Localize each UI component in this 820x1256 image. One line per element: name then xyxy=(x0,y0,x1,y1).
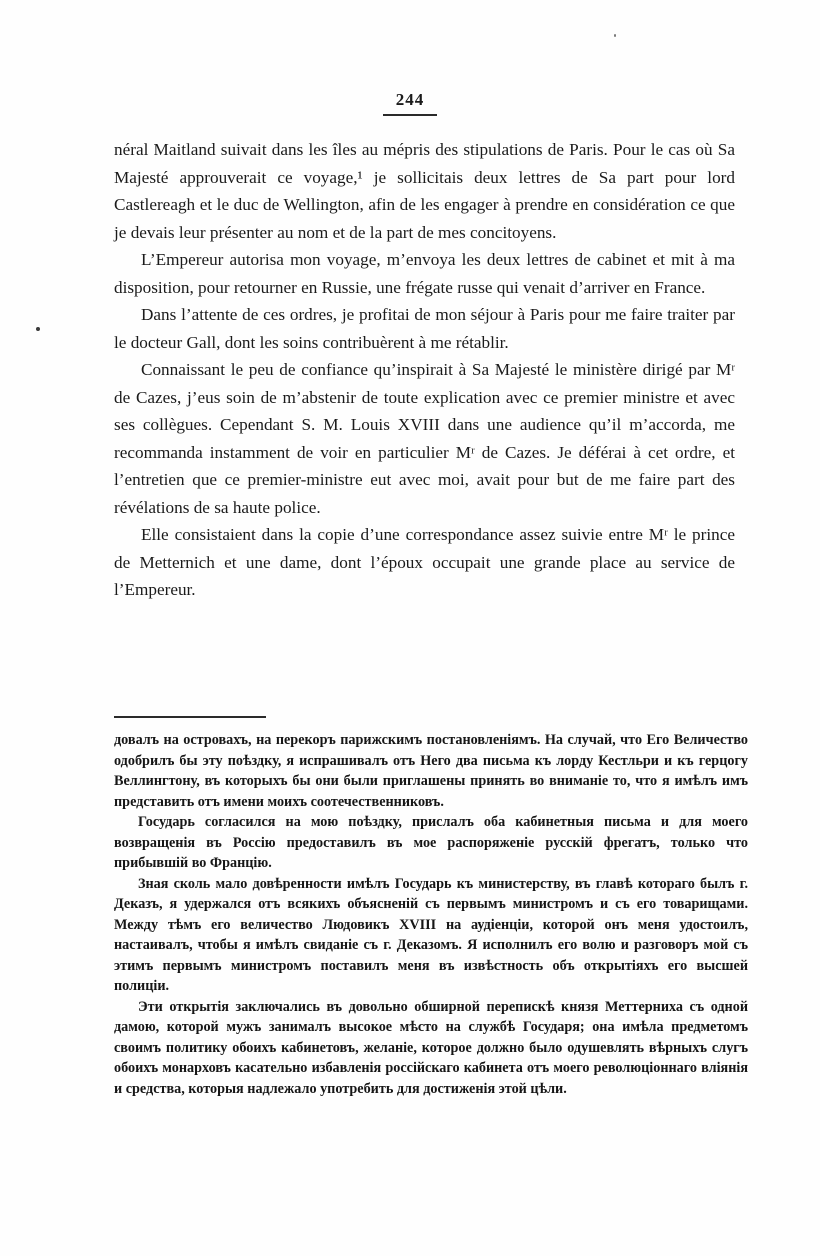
page-number xyxy=(0,90,820,116)
scan-speck xyxy=(614,34,616,37)
footnote-paragraph: Государь согласился на мою поѣздку, прислалъ оба кабинетныя письма и для моего возвращенія въ Россію предоставилъ въ мое распоряженіе русскій фрегатъ, только что прибывшій во Францію. xyxy=(114,814,748,871)
paragraph: Elle consistaient dans la copie d’une correspondance assez suivie entre Mʳ le prince de Metternich et une dame, dont l’époux occupait une grande place au service de l’Empereur. xyxy=(114,525,735,599)
footnote-paragraph: Зная сколь мало довѣренности имѣлъ Государь къ министерству, въ главѣ котораго былъ г. Деказъ, я удержался отъ всякихъ объясненій съ первымъ министромъ и съ его товарищами. Между тѣмъ его величество Людовикъ XVIII на аудіенціи, которой онъ меня удостоилъ, настаивалъ, чтобы я имѣлъ свиданіе съ г. Деказомъ. Я исполнилъ его волю и разговоръ мой съ этимъ первымъ министромъ поставилъ меня въ извѣстность объ открытіяхъ его высшей полиціи. xyxy=(114,875,748,994)
main-text xyxy=(114,136,735,604)
footnote-separator xyxy=(114,716,266,718)
paragraph: Connaissant le peu de confiance qu’inspirait à Sa Majesté le ministère dirigé par Mʳ de Cazes, j’eus soin de m’abstenir de toute explication avec ce premier ministre et avec ses collègues. Cependant S. M. Louis XVIII dans une audience qu’il m’accorda, me recommanda instamment de voir en particulier Mʳ de Cazes. Je déférai à cet ordre, et l’entretien que ce premier-ministre eut avec moi, avait pour but de me faire part des révélations de sa haute police. xyxy=(114,360,735,517)
scan-speck xyxy=(36,327,40,331)
page-number-value: 244 xyxy=(383,90,438,116)
footnote-paragraph: довалъ на островахъ, на перекоръ парижскимъ постановленіямъ. На случай, что Его Величество одобрилъ бы эту поѣздку, я испрашивалъ отъ Него два письма къ лорду Кестльри и къ герцогу Веллингтону, въ которыхъ бы они были приглашены принять во вниманіе то, что я имѣлъ имъ представить отъ имени моихъ соотечественниковъ. xyxy=(114,732,748,810)
paragraph: Dans l’attente de ces ordres, je profitai de mon séjour à Paris pour me faire traiter par le docteur Gall, dont les soins contribuèrent à me rétablir. xyxy=(114,305,735,352)
paragraph: néral Maitland suivait dans les îles au mépris des stipulations de Paris. Pour le cas où Sa Majesté approuverait ce voyage,¹ je sollicitais deux lettres de Sa part pour lord Castlereagh et le duc de Wellington, afin de les engager à prendre en considération ce que je devais leur présenter au nom et de la part de mes concitoyens. xyxy=(114,140,735,242)
footnote-paragraph: Эти открытія заключались въ довольно обширной перепискѣ князя Меттерниха съ одной дамою, которой мужъ занималъ высокое мѣсто на службѣ Государя; она имѣла предметомъ своимъ политику обоихъ кабинетовъ, желаніе, которое должно было одушевлять вѣрныхъ слугъ обоихъ монарховъ касательно избавленія россійскаго кабинета отъ моего революціоннаго вліянія и средства, которыя надлежало употребить для достиженія этой цѣли. xyxy=(114,998,748,1097)
footnote-text xyxy=(114,730,748,1099)
paragraph: L’Empereur autorisa mon voyage, m’envoya les deux lettres de cabinet et mit à ma disposition, pour retourner en Russie, une frégate russe qui venait d’arriver en France. xyxy=(114,250,735,297)
